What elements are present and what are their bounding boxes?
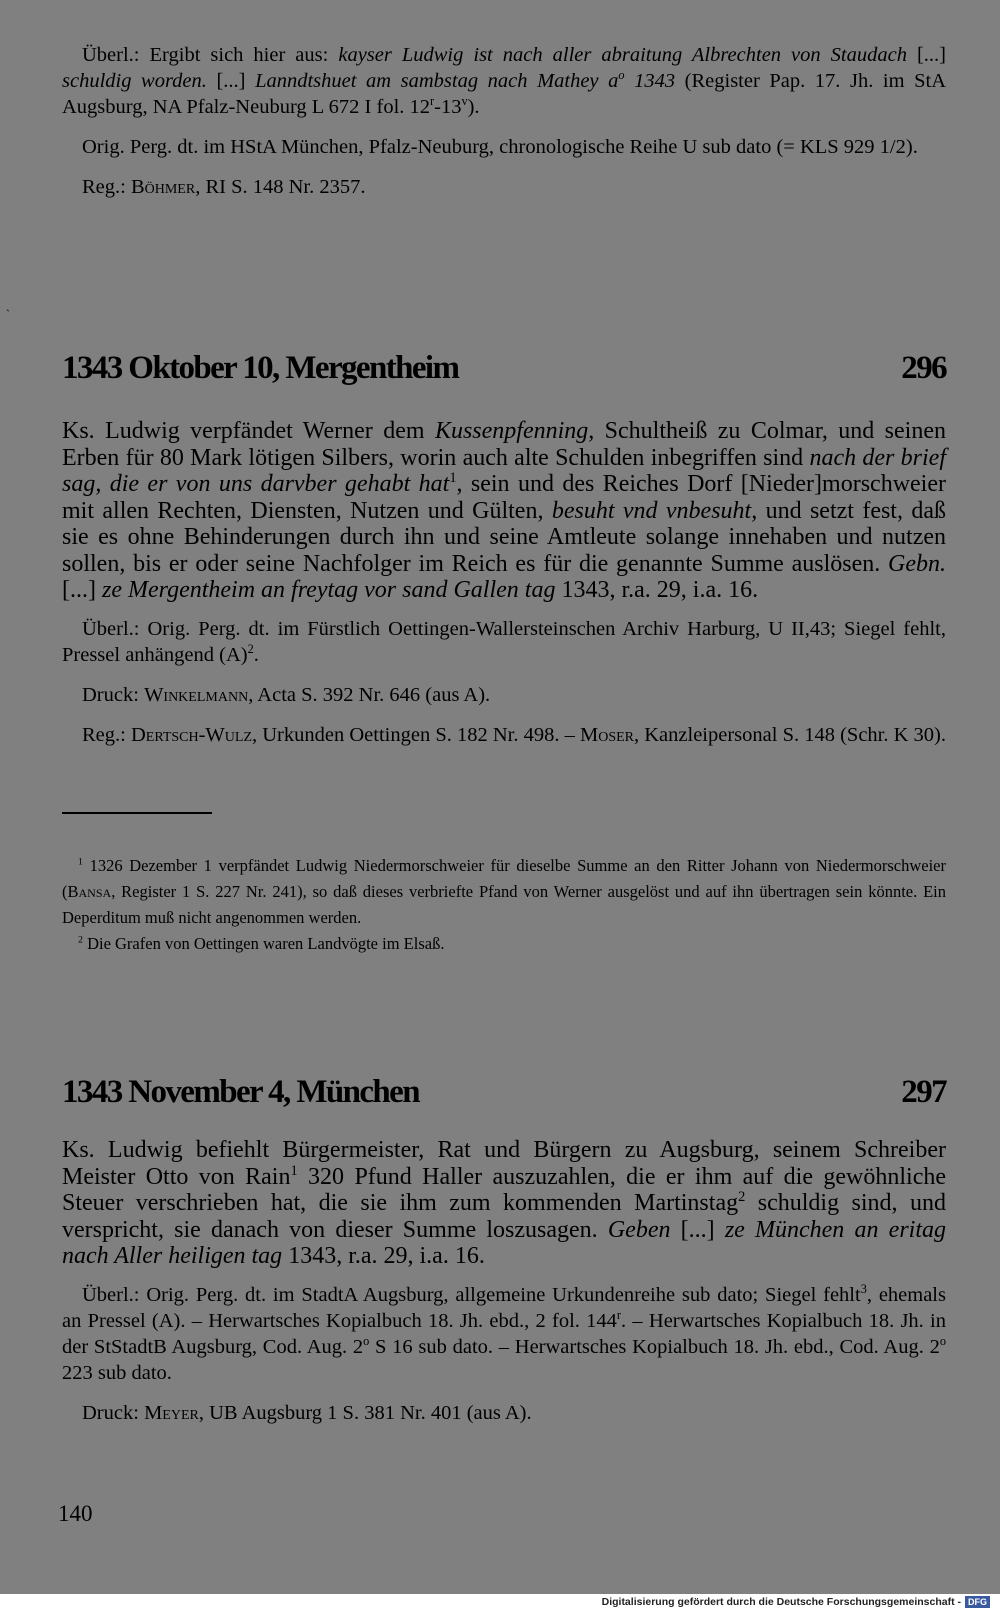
footnote-rule <box>62 812 212 814</box>
entry-number: 296 <box>901 350 946 386</box>
orig-paragraph: Orig. Perg. dt. im HStA München, Pfalz-Neuburg, chronologische Reihe U sub dato (= KLS 929 1/2). <box>82 136 918 158</box>
ueberl-paragraph: Überl.: Orig. Perg. dt. im StadtA Augsburg, allgemeine Urkundenreihe sub dato; Siegel fehlt$^3$, ehemals an Pressel (A). – Herwartsches Kopialbuch 18. Jh. ebd., 2 fol. 144$^r$. – Herwartsches Kopialbuch 18. Jh. in der StStadtB Augsburg, Cod. Aug. 2$^o$ S 16 sub dato. – Herwartsches Kopialbuch 18. Jh. ebd., Cod. Aug. 2$^o$ 223 sub dato. <box>62 1281 946 1384</box>
entry-296-footnotes <box>62 853 946 957</box>
entry-date-place: 1343 Oktober 10, Mergentheim <box>62 350 459 386</box>
entry-296-body <box>62 418 946 748</box>
entry-297-heading <box>62 1074 946 1111</box>
footnote-2: $^2$ Die Grafen von Oettingen waren Landvögte im Elsaß. <box>78 934 445 953</box>
entry-296-heading <box>62 350 946 387</box>
reg-paragraph: Reg.: Dertsch-Wulz, Urkunden Oettingen S. 182 Nr. 498. – Moser, Kanzleipersonal S. 148 (Schr. K 30). <box>82 723 946 746</box>
dfg-logo: DFG <box>965 1596 990 1608</box>
page-number: 140 <box>58 1501 93 1526</box>
druck-paragraph: Druck: Winkelmann, Acta S. 392 Nr. 646 (aus A). <box>82 683 491 706</box>
funding-text: Digitalisierung gefördert durch die Deutsche Forschungsgemeinschaft - <box>601 1595 961 1608</box>
regest-text: Ks. Ludwig verpfändet Werner dem Kussenpfenning, Schultheiß zu Colmar, und seinen Erben für 80 Mark lötigen Silbers, worin auch alte Schulden inbegriffen sind nach der brief sag, die er von uns darvber gehabt hat$^1$, sein und des Reiches Dorf [Nieder]morschweier mit allen Rechten, Diensten, Nutzen und Gülten, besuht vnd vnbesuht, und setzt fest, daß sie es ohne Behinderungen durch ihn und seine Amtleute solange innehaben und nutzen sollen, bis er oder seine Nachfolger im Reich es für die genannte Summe auslösen. Gebn. [...] ze Mergentheim an freytag vor sand Gallen tag 1343, r.a. 29, i.a. 16. <box>62 418 946 603</box>
druck-paragraph: Druck: Meyer, UB Augsburg 1 S. 381 Nr. 401 (aus A). <box>82 1401 532 1424</box>
ueberl-paragraph: Überl.: Ergibt sich hier aus: kayser Ludwig ist nach aller abraitung Albrechten von Staudach [...] schuldig worden. [...] Lanndtshuet am sambstag nach Mathey $a^o$ 1343 (Register Pap. 17. Jh. im StA Augsburg, NA Pfalz-Neuburg L 672 I fol. 12$^r$-13$^v$). <box>62 44 947 118</box>
footnote-1: $^1$ 1326 Dezember 1 verpfändet Ludwig Niedermorschweier für dieselbe Summe an den Ritter Johann von Niedermorschweier (Bansa, Register 1 S. 227 Nr. 241), so daß dieses verbriefte Pfand von Werner ausgelöst und auf ihn übertragen sein könnte. Ein Deperditum muß nicht angenommen werden. <box>62 856 946 927</box>
ueberl-paragraph: Überl.: Orig. Perg. dt. im Fürstlich Oettingen-Wallersteinschen Archiv Harburg, U II,43; Siegel fehlt, Pressel anhängend $(A)^2$. <box>62 617 946 666</box>
regest-text: Ks. Ludwig befiehlt Bürgermeister, Rat und Bürgern zu Augsburg, seinem Schreiber Meister Otto von Rain$^1$ 320 Pfund Haller auszuzahlen, die er ihm auf die gewöhnliche Steuer verschrieben hat, die sie ihm zum kommenden Martinstag$^2$ schuldig sind, und verspricht, sie danach von dieser Summe loszusagen. Geben [...] ze München an eritag nach Aller heiligen tag 1343, r.a. 29, i.a. 16. <box>62 1137 947 1269</box>
reg-paragraph: Reg.: Böhmer, RI S. 148 Nr. 2357. <box>82 176 366 198</box>
entry-number: 297 <box>901 1074 946 1110</box>
entry-date-place: 1343 November 4, München <box>62 1074 419 1110</box>
entry-297-body <box>62 1137 946 1426</box>
stray-mark: ` <box>6 307 10 321</box>
previous-entry-notes <box>62 42 946 200</box>
funding-footer <box>602 1594 990 1609</box>
